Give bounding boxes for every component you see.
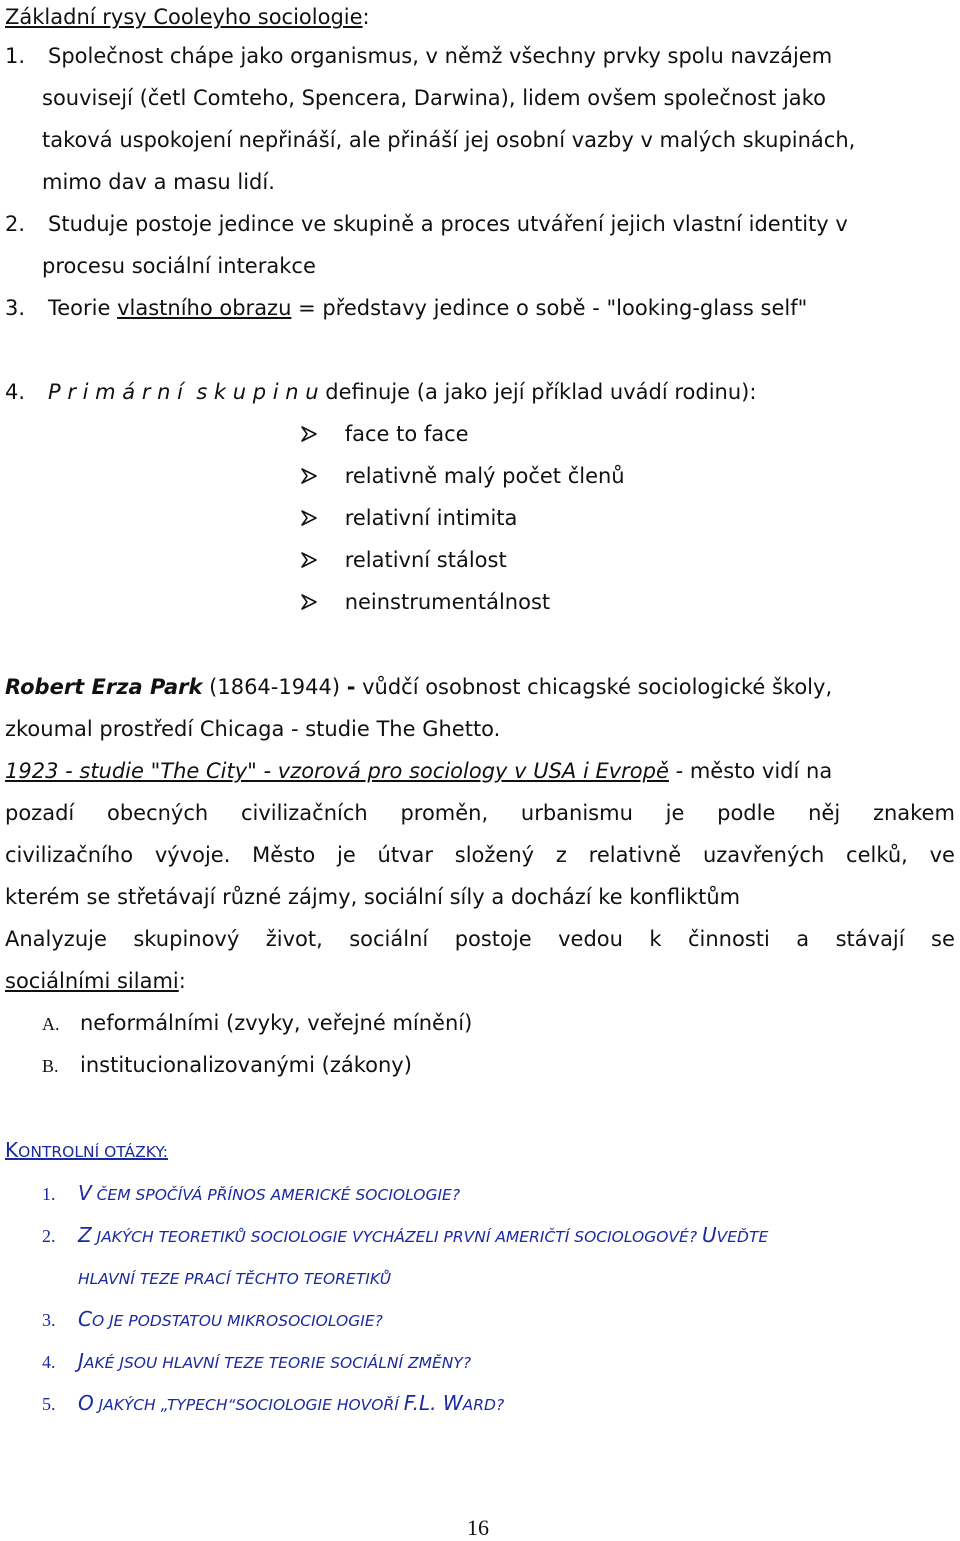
question-2-line-2: HLAVNÍ TEZE PRACÍ TĚCHTO TEORETIKŮ bbox=[78, 1270, 392, 1288]
force-item-a: A. neformálními (zvyky, veřejné mínění) bbox=[42, 1011, 473, 1035]
force-item-b: B. institucionalizovanými (zákony) bbox=[42, 1053, 412, 1077]
item-2-line-2: procesu sociální interakce bbox=[42, 254, 316, 278]
justified-word: vývoje. bbox=[154, 843, 231, 867]
justified-word: k bbox=[649, 927, 662, 951]
arrowhead-bullet-icon bbox=[300, 467, 318, 485]
bullet-item-5 bbox=[300, 589, 550, 615]
justified-word: skupinový bbox=[133, 927, 240, 951]
section-heading-title: Základní rysy Cooleyho sociologie bbox=[5, 5, 363, 29]
justified-word: stávají bbox=[835, 927, 905, 951]
justified-word: Analyzuje bbox=[5, 927, 107, 951]
item-4-term: P r i m á r n í s k u p i n u bbox=[48, 380, 319, 404]
justified-word: uzavřených bbox=[702, 843, 825, 867]
bullet-text: face to face bbox=[344, 422, 469, 446]
questions-heading: KONTROLNÍ OTÁZKY: bbox=[5, 1138, 169, 1162]
page-number: 16 bbox=[467, 1515, 489, 1540]
justified-word: z bbox=[555, 843, 567, 867]
justified-word: znakem bbox=[872, 801, 955, 825]
justified-word: je bbox=[336, 843, 356, 867]
justified-word: je bbox=[665, 801, 685, 825]
city-line-3 bbox=[5, 842, 955, 868]
question-1: 1. V ČEM SPOČÍVÁ PŘÍNOS AMERICKÉ SOCIOLOGIE? bbox=[42, 1181, 461, 1205]
list-number-3: 3. bbox=[5, 296, 26, 320]
justified-word: vedou bbox=[558, 927, 623, 951]
justified-word: něj bbox=[808, 801, 841, 825]
justified-word: postoje bbox=[454, 927, 532, 951]
bullet-text: relativně malý počet členů bbox=[344, 464, 625, 488]
justified-word: obecných bbox=[106, 801, 209, 825]
justified-word: pozadí bbox=[5, 801, 75, 825]
bullet-text: relativní stálost bbox=[344, 548, 507, 572]
arrowhead-bullet-icon bbox=[300, 425, 318, 443]
list-number-4: 4. bbox=[5, 380, 26, 404]
justified-word: celků, bbox=[846, 843, 908, 867]
bullet-item-4 bbox=[300, 547, 507, 573]
item-3-term: vlastního obrazu bbox=[117, 296, 292, 320]
question-5: 5. O JAKÝCH „TYPECH“SOCIOLOGIE HOVOŘÍ F.L. WARD? bbox=[42, 1391, 505, 1415]
question-4: 4. JAKÉ JSOU HLAVNÍ TEZE TEORIE SOCIÁLNÍ ZMĚNY? bbox=[42, 1349, 472, 1373]
arrowhead-bullet-icon bbox=[300, 509, 318, 527]
justified-word: útvar bbox=[377, 843, 433, 867]
person-name: Robert Erza Park bbox=[5, 675, 203, 699]
item-1-line-2: souvisejí (četl Comteho, Spencera, Darwina), lidem ovšem společnost jako bbox=[42, 86, 826, 110]
bullet-item-1 bbox=[300, 421, 469, 447]
park-line-2: zkoumal prostředí Chicaga - studie The Ghetto. bbox=[5, 717, 501, 741]
list-number-2: 2. bbox=[5, 212, 26, 236]
justified-word: život, bbox=[265, 927, 323, 951]
justified-word: ve bbox=[929, 843, 955, 867]
city-line-4: kterém se střetávají různé zájmy, sociální síly a dochází ke konfliktům bbox=[5, 885, 741, 909]
justified-word: civilizačních bbox=[240, 801, 368, 825]
justified-word: se bbox=[931, 927, 955, 951]
justified-word: proměn, bbox=[400, 801, 489, 825]
justified-word: urbanismu bbox=[520, 801, 633, 825]
analysis-line-2: sociálními silami: bbox=[5, 969, 186, 993]
justified-word: sociální bbox=[349, 927, 429, 951]
justified-word: Město bbox=[252, 843, 316, 867]
section-heading: Základní rysy Cooleyho sociologie: bbox=[5, 5, 370, 29]
arrowhead-bullet-icon bbox=[300, 593, 318, 611]
justified-word: činnosti bbox=[687, 927, 770, 951]
city-study-reference: 1923 - studie "The City" - vzorová pro sociology v USA i Evropě bbox=[5, 759, 669, 783]
city-line-2 bbox=[5, 800, 955, 826]
city-line-1: 1923 - studie "The City" - vzorová pro sociology v USA i Evropě - město vidí na bbox=[5, 759, 833, 783]
justified-word: složený bbox=[454, 843, 535, 867]
bullet-text: relativní intimita bbox=[344, 506, 518, 530]
item-2-line-1: Studuje postoje jedince ve skupině a proces utváření jejich vlastní identity v bbox=[48, 212, 848, 236]
item-1-line-1: Společnost chápe jako organismus, v němž všechny prvky spolu navzájem bbox=[48, 44, 833, 68]
arrowhead-bullet-icon bbox=[300, 551, 318, 569]
social-forces-term: sociálními silami bbox=[5, 969, 179, 993]
justified-word: podle bbox=[717, 801, 776, 825]
question-2: 2. Z JAKÝCH TEORETIKŮ SOCIOLOGIE VYCHÁZELI PRVNÍ AMERIČTÍ SOCIOLOGOVÉ? UVEĎTE bbox=[42, 1223, 769, 1247]
justified-word: civilizačního bbox=[5, 843, 134, 867]
justified-word: a bbox=[796, 927, 810, 951]
item-1-line-4: mimo dav a masu lidí. bbox=[42, 170, 275, 194]
justified-word: relativně bbox=[588, 843, 682, 867]
question-3: 3. CO JE PODSTATOU MIKROSOCIOLOGIE? bbox=[42, 1307, 383, 1331]
list-number-1: 1. bbox=[5, 44, 26, 68]
item-4-text: P r i m á r n í s k u p i n u definuje (a jako její příklad uvádí rodinu): bbox=[48, 380, 757, 404]
item-3-text: Teorie vlastního obrazu = představy jedince o sobě - "looking-glass self" bbox=[48, 296, 808, 320]
item-1-line-3: taková uspokojení nepřináší, ale přináší jej osobní vazby v malých skupinách, bbox=[42, 128, 856, 152]
analysis-line-1 bbox=[5, 926, 955, 952]
park-line-1: Robert Erza Park (1864-1944) - vůdčí osobnost chicagské sociologické školy, bbox=[5, 675, 833, 699]
bullet-item-2 bbox=[300, 463, 625, 489]
bullet-text: neinstrumentálnost bbox=[344, 590, 551, 614]
bullet-item-3 bbox=[300, 505, 517, 531]
